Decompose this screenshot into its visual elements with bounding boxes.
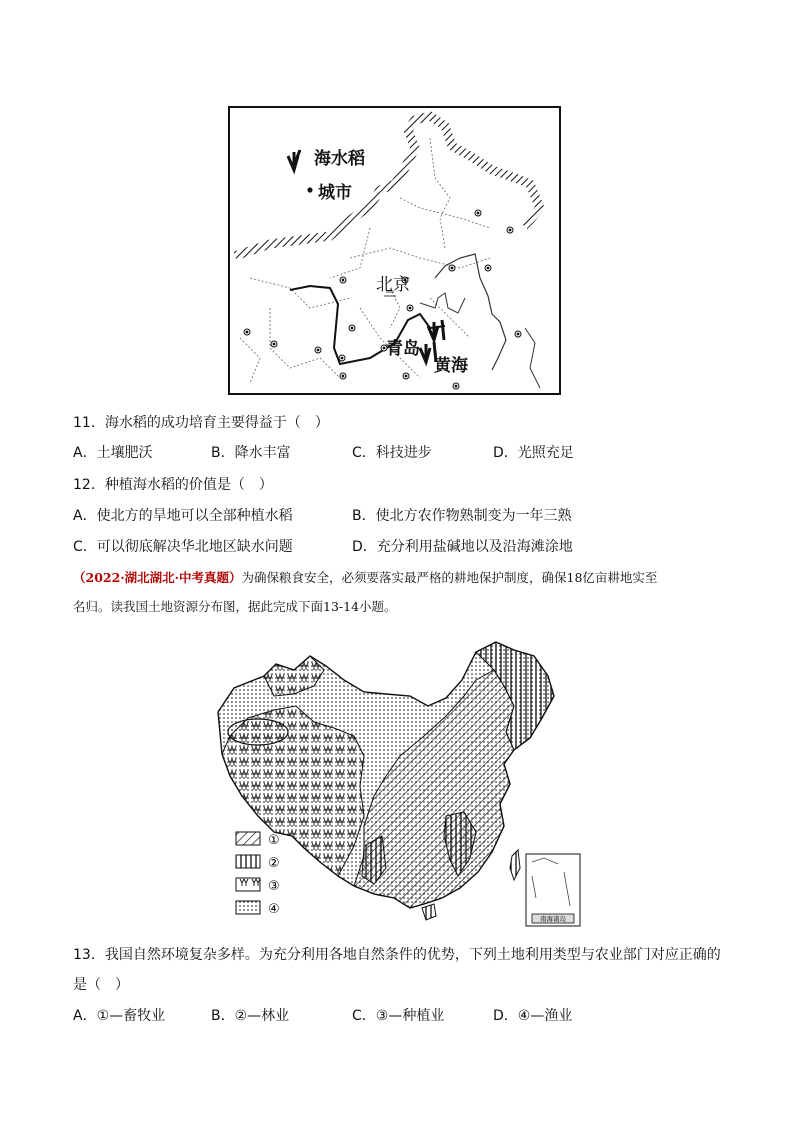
province-lines	[240, 138, 490, 383]
beijing-label: 北京	[376, 275, 410, 295]
q12-stem: 12．种植海水稻的价值是（ ）	[73, 477, 273, 493]
q12-option-a[interactable]: A．使北方的旱地可以全部种植水稻	[73, 508, 293, 524]
legend-label-3: ③	[268, 879, 280, 894]
q13-stem-line-2: 是（ ）	[73, 977, 129, 993]
legend-box-3	[236, 878, 260, 891]
q11-option-b[interactable]: B．降水丰富	[211, 445, 291, 461]
taiwan-island	[510, 850, 520, 880]
qingdao-label: 青岛	[386, 339, 420, 359]
legend-label-2: ②	[268, 856, 280, 871]
q11-option-a[interactable]: A．土壤肥沃	[73, 445, 153, 461]
city-dot-legend-icon	[307, 187, 312, 192]
tarim-basin	[228, 719, 288, 745]
city-markers	[244, 210, 521, 389]
legend-sea-rice-label: 海水稻	[314, 149, 365, 169]
q13-option-c[interactable]: C．③—种植业	[352, 1008, 445, 1024]
land-resources-map-drawing	[214, 636, 584, 928]
inset-label: 南海诸岛	[540, 915, 566, 923]
q13-option-d[interactable]: D．④—渔业	[493, 1008, 573, 1024]
q11-option-c[interactable]: C．科技进步	[352, 445, 432, 461]
yellow-sea-label: 黄海	[434, 356, 468, 376]
sea-rice-map	[228, 106, 561, 395]
legend-box-2	[236, 855, 260, 868]
japan-coast	[525, 328, 540, 388]
land-resources-map	[214, 636, 584, 928]
q13-stem-line-1: 13．我国自然环境复杂多样。为充分利用各地自然条件的优势，下列土地利用类型与农业部门对应正确的	[73, 947, 721, 963]
intro-line-2: 名归。读我国土地资源分布图，据此完成下面13-14小题。	[73, 599, 397, 614]
q12-option-c[interactable]: C．可以彻底解决华北地区缺水问题	[73, 539, 293, 555]
intro-line-1	[73, 568, 657, 588]
q13-option-a[interactable]: A．①—畜牧业	[73, 1008, 166, 1024]
legend-label-4: ④	[268, 902, 280, 917]
rice-legend-icon	[288, 150, 300, 170]
q12-option-d[interactable]: D．充分利用盐碱地以及沿海滩涂地	[352, 539, 573, 555]
hainan-island	[422, 904, 436, 920]
q12-option-b[interactable]: B．使北方农作物熟制变为一年三熟	[352, 508, 572, 524]
q13-option-b[interactable]: B．②—林业	[211, 1008, 290, 1024]
q11-stem: 11．海水稻的成功培育主要得益于（ ）	[73, 415, 329, 431]
border-hatch	[235, 116, 540, 256]
intro-text-1: 为确保粮食安全，必须要落实最严格的耕地保护制度，确保18亿亩耕地实至	[241, 570, 658, 585]
legend-box-1	[236, 832, 260, 845]
legend-box-4	[236, 901, 260, 914]
legend-label-1: ①	[268, 833, 280, 848]
exam-source: （2022·湖北湖北·中考真题）	[73, 570, 242, 585]
legend-city-label: 城市	[318, 183, 352, 203]
rice-icon-qingdao	[428, 320, 444, 340]
q11-option-d[interactable]: D．光照充足	[493, 445, 574, 461]
